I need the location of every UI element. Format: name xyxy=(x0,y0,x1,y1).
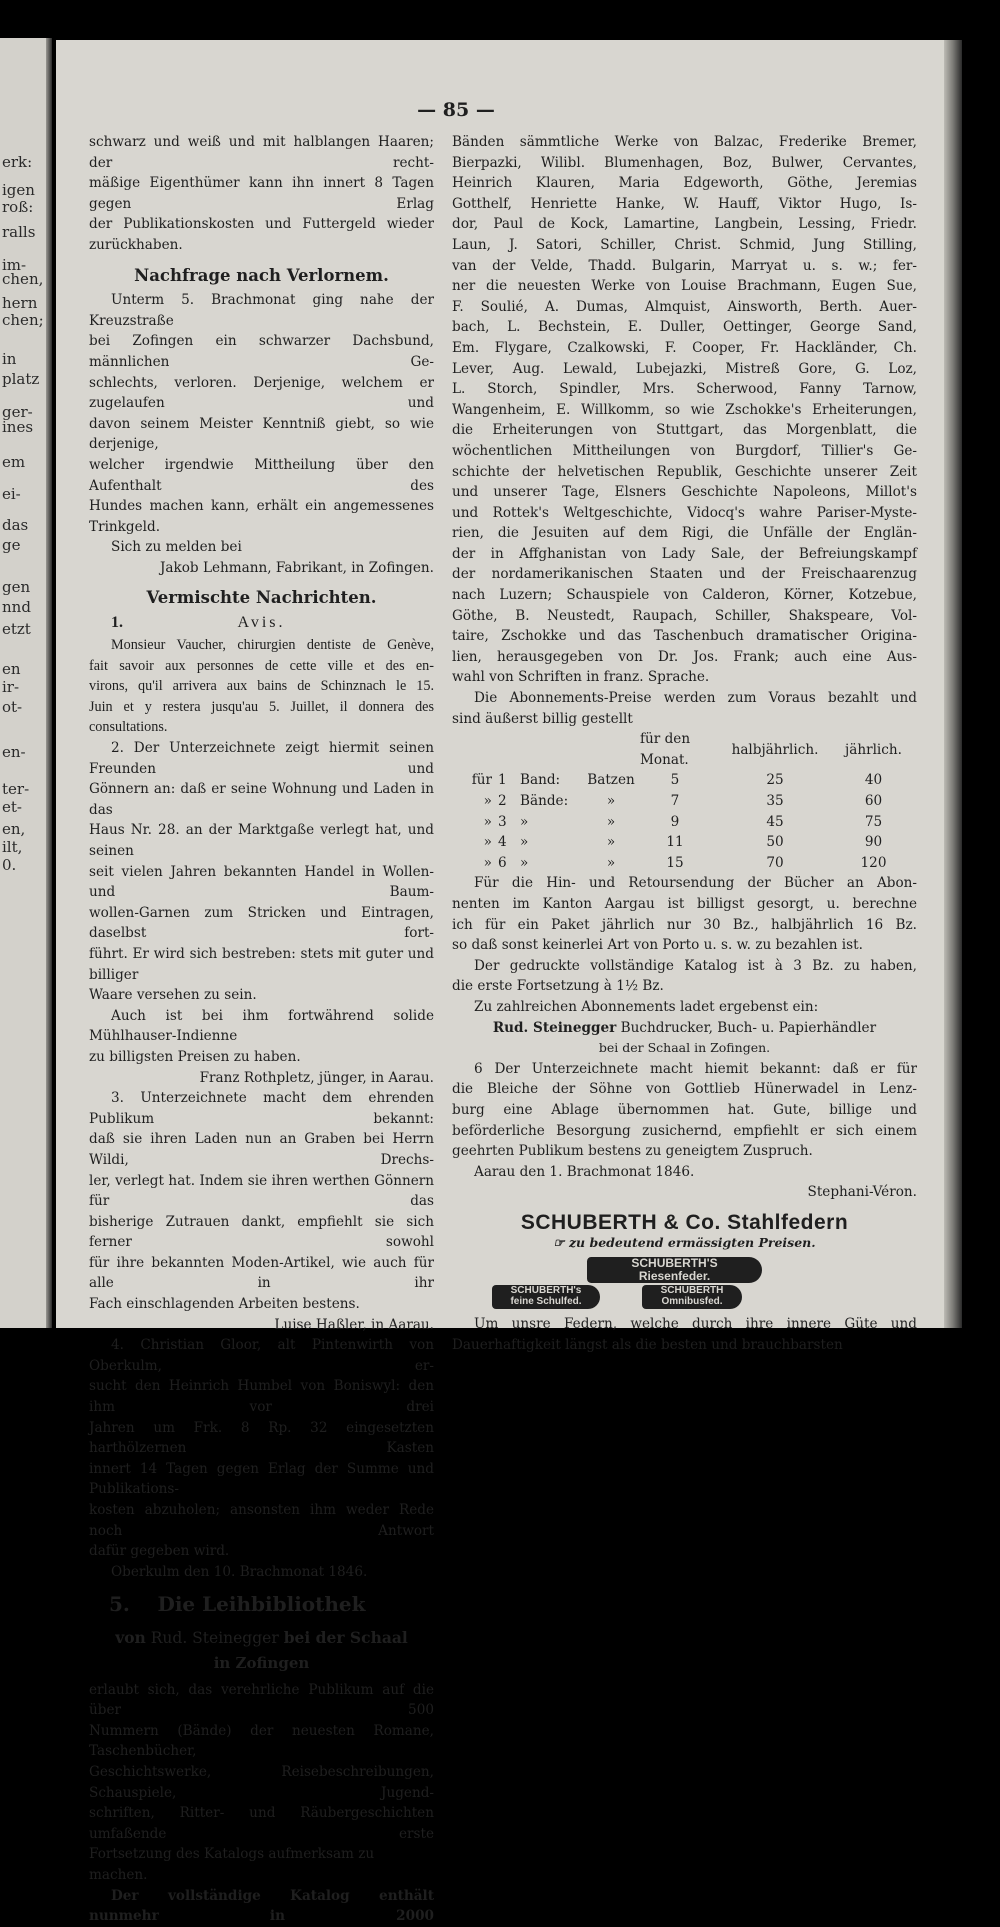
newspaper-page xyxy=(56,40,944,1925)
table-cell: Band: xyxy=(520,772,561,789)
fragment-text: ger- xyxy=(2,403,33,421)
table-cell: » xyxy=(520,813,529,830)
text-line: schwarz und weiß und mit halblangen Haaren; der recht- xyxy=(89,134,434,171)
text-line: Um unsre Federn, welche durch ihre innere Güte und xyxy=(474,1316,917,1333)
library-von: von xyxy=(115,1628,146,1648)
text-line: seit vielen Jahren bekannten Handel in Wollen- und Baum- xyxy=(89,863,434,901)
text-line: schriften, Ritter- und Räubergeschichten umfaßende erste xyxy=(89,1805,434,1842)
fragment-text: gen xyxy=(2,578,31,596)
text-line: Zu zahlreichen Abonnements ladet ergebenst ein: xyxy=(474,998,819,1015)
pen-nib-icon xyxy=(492,1285,600,1309)
text-line: lien, herausgegeben von Dr. Jos. Frank; auch eine Aus- xyxy=(452,648,917,665)
fragment-text: ilt, xyxy=(2,838,23,856)
fragment-text: nnd xyxy=(2,598,31,616)
signature: Luise Haßler, in Aarau. xyxy=(274,1316,434,1333)
table-spacer xyxy=(710,770,720,791)
table-cell: » xyxy=(520,834,529,851)
signature: Franz Rothpletz, jünger, in Aarau. xyxy=(199,1069,434,1086)
fragment-text: ines xyxy=(2,418,34,436)
text-line: geehrten Publikum bestens zu geneigtem Zuspruch. xyxy=(452,1143,813,1160)
pen-label-line: SCHUBERTH'S xyxy=(631,1256,718,1271)
fragment-text: erk: xyxy=(2,153,33,171)
table-cell: 120 xyxy=(860,854,887,871)
notice-number: 1. xyxy=(111,614,123,632)
table-spacer xyxy=(710,812,720,833)
fragment-text: ir- xyxy=(2,678,20,696)
text-line: Laun, J. Satori, Schiller, Christ. Schmid, Jung Stilling, xyxy=(452,236,917,253)
advertiser-name: Rud. Steinegger xyxy=(492,1019,617,1036)
text-line: welcher irgendwie Mittheilung über den Aufenthalt des xyxy=(89,456,434,494)
notice-2 xyxy=(89,738,434,1088)
pen-label-line: feine Schulfed. xyxy=(510,1296,582,1308)
previous-page-strip xyxy=(0,38,52,1328)
intro-paragraph xyxy=(89,132,434,256)
text-line: Sich zu melden bei xyxy=(111,539,242,556)
text-line: für ihre bekannten Moden-Artikel, wie auch für alle in ihr xyxy=(89,1254,434,1292)
text-line: Heinrich Klauren, Maria Edgeworth, Göthe, Jeremias xyxy=(452,175,917,192)
pen-nib-icon xyxy=(642,1285,742,1309)
page-fold-shadow xyxy=(46,38,52,1328)
table-header-row xyxy=(452,729,917,770)
fragment-text: im- xyxy=(2,256,27,274)
text-line: nenten im Kanton Aargau ist billigst gesorgt, u. berechne xyxy=(452,895,917,912)
pen-label-line: Omnibusfed. xyxy=(661,1296,723,1308)
fragment-text: ter- xyxy=(2,780,30,798)
table-cell: » xyxy=(606,834,616,851)
text-line: davon seinem Meister Kenntniß giebt, so wie derjenige, xyxy=(89,415,434,453)
page-edge-shadow xyxy=(944,40,962,1328)
table-cell: » xyxy=(483,813,492,830)
text-line: 2. Der Unterzeichnete zeigt hiermit seinen Freunden und xyxy=(89,740,434,777)
text-line: Monsieur Vaucher, chirurgien dentiste de Genève, xyxy=(111,637,434,654)
fragment-text: chen; xyxy=(2,311,44,329)
text-line: Der gedruckte vollständige Katalog ist à 3 Bz. zu haben, xyxy=(474,957,917,974)
table-row xyxy=(452,853,917,874)
table-cell: Bände: xyxy=(520,793,569,809)
text-line: Juin et y restera jusqu'au 5. Juillet, il donnera des xyxy=(89,698,434,715)
text-line: Dauerhaftigkeit längst als die besten und brauchbarsten xyxy=(452,1336,843,1353)
table-cell: » xyxy=(483,793,492,809)
text-line: der Publikationskosten und Futtergeld wieder zurückhaben. xyxy=(89,216,434,253)
column-header-year: jährlich. xyxy=(845,741,902,758)
table-cell: » xyxy=(606,813,616,830)
text-line: kosten abzuholen; ansonsten ihm weder Rede noch Antwort xyxy=(89,1502,434,1539)
text-line: burg eine Ablage übernommen hat. Gute, billige und xyxy=(452,1101,917,1118)
text-line: innert 14 Tagen gegen Erlag der Summe und Publikations- xyxy=(89,1460,434,1498)
fragment-text: en- xyxy=(2,743,26,761)
text-line: Der vollständige Katalog enthält nunmehr in 2000 xyxy=(89,1887,434,1925)
table-cell: für xyxy=(471,772,492,789)
text-line: Unterm 5. Brachmonat ging nahe der Kreuzstraße xyxy=(89,292,434,329)
advertiser-location: bei der Schaal in Zofingen. xyxy=(598,1040,771,1056)
text-line: die Erheiterungen von Stuttgart, das Morgenblatt, die xyxy=(452,422,917,439)
notice-title: Avis. xyxy=(237,614,286,632)
text-line: der in Affghanistan von Lady Sale, der Befreiungskampf xyxy=(452,545,917,562)
pen-advertisement xyxy=(452,1210,917,1355)
library-title: Die Leihbibliothek xyxy=(157,1592,366,1617)
table-cell: 45 xyxy=(766,813,784,830)
pen-illustration xyxy=(452,1256,917,1314)
table-row xyxy=(452,791,917,812)
library-location: bei der Schaal xyxy=(283,1628,408,1648)
text-line: bei Zofingen ein schwarzer Dachsbund, männlichen Ge- xyxy=(89,333,434,370)
table-cell: 90 xyxy=(864,834,883,851)
text-line: Gönnern an: daß er seine Wohnung und Laden in das xyxy=(89,781,434,818)
column-header-month: für den Monat. xyxy=(640,731,691,768)
text-line: Gotthelf, Henriette Hanke, W. Hauff, Viktor Hugo, Is- xyxy=(452,195,917,212)
table-cell: 3 xyxy=(498,813,507,830)
text-line: Geschichtswerke, Reisebeschreibungen, Schauspiele, Jugend- xyxy=(89,1763,434,1801)
fragment-text: etzt xyxy=(2,620,31,638)
text-line: ler, verlegt hat. Indem sie ihren werthen Gönnern für das xyxy=(89,1172,434,1210)
fragment-text: chen, xyxy=(2,270,44,288)
left-column xyxy=(89,132,434,1927)
text-line: bach, L. Bechstein, E. Duller, Oettinger, George Sand, xyxy=(452,319,917,336)
table-cell: 75 xyxy=(864,813,883,830)
text-line: 3. Unterzeichnete macht dem ehrenden Publikum bekannt: xyxy=(89,1090,434,1127)
misc-news-heading: Vermischte Nachrichten. xyxy=(146,588,377,608)
text-line: Göthe, B. Neustedt, Raupach, Schiller, Shakspeare, Vol- xyxy=(452,607,917,624)
signature: Jakob Lehmann, Fabrikant, in Zofingen. xyxy=(159,559,434,576)
fragment-text: et- xyxy=(2,798,22,816)
text-line: taire, Zschokke und das Taschenbuch dramatischer Origina- xyxy=(452,628,917,645)
text-line: wahl von Schriften in franz. Sprache. xyxy=(452,669,710,686)
pointing-hand-icon: ☞ xyxy=(553,1235,569,1251)
text-line: und Rottek's Weltgeschichte, Vidocq's wahre Pariser-Myste- xyxy=(452,504,917,521)
library-advertisement xyxy=(89,1594,434,1926)
table-row xyxy=(452,812,917,833)
text-line: die Bleiche der Söhne von Gottlieb Hünerwadel in Lenz- xyxy=(452,1081,917,1098)
table-cell: 5 xyxy=(670,772,680,789)
pen-label-line: SCHUBERTH xyxy=(660,1285,724,1297)
text-line: Lever, Aug. Lewald, Lubejazki, Mistreß Gore, G. Loz, xyxy=(452,360,917,377)
table-cell: » xyxy=(483,854,492,871)
lost-items-heading: Nachfrage nach Verlornem. xyxy=(134,265,389,285)
text-line: sind äußerst billig gestellt xyxy=(452,710,633,727)
text-line: die erste Fortsetzung à 1½ Bz. xyxy=(452,978,664,995)
library-town: in Zofingen xyxy=(213,1653,310,1672)
text-line: beförderliche Besorgung zusichernd, empfiehlt er sich einem xyxy=(452,1122,917,1139)
table-spacer xyxy=(710,832,720,853)
text-line: und unserer Tage, Elsners Geschichte Napoleons, Millot's xyxy=(452,484,917,501)
text-line: Fortsetzung des Katalogs aufmerksam zu machen. xyxy=(89,1846,375,1883)
text-line: Em. Flygare, Czalkowski, F. Cooper, Fr. Hackländer, Ch. xyxy=(452,339,917,356)
table-cell: 40 xyxy=(864,772,883,789)
text-line: ner die neuesten Werke von Louise Brachmann, Eugen Sue, xyxy=(452,278,917,295)
fragment-text: ei- xyxy=(2,485,21,503)
fragment-text: platz xyxy=(2,370,40,388)
text-line: consultations. xyxy=(89,719,168,736)
avis-notice xyxy=(89,613,434,738)
text-line: Aarau den 1. Brachmonat 1846. xyxy=(474,1163,695,1180)
text-line: wollen-Garnen zum Stricken und Eintragen, daselbst fort- xyxy=(89,904,434,942)
table-cell: 50 xyxy=(766,834,784,851)
text-line: so daß sonst keinerlei Art von Porto u. s. w. zu bezahlen ist. xyxy=(452,937,863,954)
table-row xyxy=(452,832,917,853)
text-line: Wangenheim, E. Willkomm, so wie Zschokke's Erheiterungen, xyxy=(452,401,917,418)
text-line: 6 Der Unterzeichnete macht hiemit bekannt: daß er für xyxy=(474,1060,917,1077)
text-line: wöchentlichen Mittheilungen von Burgdorf, Tillier's Ge- xyxy=(452,442,917,459)
text-line: Nummern (Bände) der neuesten Romane, Taschenbücher, xyxy=(89,1722,434,1760)
text-line: zu billigsten Preisen zu haben. xyxy=(89,1048,301,1065)
table-cell: 60 xyxy=(864,793,883,809)
table-cell: 70 xyxy=(766,854,784,871)
text-line: F. Soulié, A. Dumas, Almquist, Ainsworth, Berth. Auer- xyxy=(452,298,917,315)
text-line: rien, die Jesuiten auf dem Rigi, die Unfälle der Englän- xyxy=(452,525,917,542)
table-cell: 4 xyxy=(498,834,507,851)
table-cell: » xyxy=(483,834,492,851)
text-line: sucht den Heinrich Humbel von Boniswyl: den ihm vor drei xyxy=(89,1378,434,1416)
text-line: Haus Nr. 28. an der Marktgaße verlegt hat, und seinen xyxy=(89,822,434,859)
table-cell: » xyxy=(606,854,616,871)
text-line: van der Velde, Thadd. Bulgarin, Marryat u. s. w.; fer- xyxy=(452,257,917,274)
table-cell: 25 xyxy=(766,772,784,789)
text-line: fait savoir aux personnes de cette ville et des en- xyxy=(89,657,434,674)
notice-4 xyxy=(89,1335,434,1582)
text-line: mäßige Eigenthümer kann ihn innert 8 Tagen gegen Erlag xyxy=(89,175,434,212)
fragment-text: ot- xyxy=(2,698,23,716)
table-cell: » xyxy=(520,854,529,871)
table-cell: 2 xyxy=(498,793,507,809)
text-line: erlaubt sich, das verehrliche Publikum auf die über 500 xyxy=(89,1681,434,1719)
text-line: virons, qu'il arrivera aux bains de Schinznach le 15. xyxy=(89,678,434,695)
text-line: dafür gegeben wird. xyxy=(89,1543,230,1560)
pen-nib-icon xyxy=(587,1257,762,1283)
notice-3 xyxy=(89,1088,434,1335)
table-spacer xyxy=(710,853,720,874)
text-line: führt. Er wird sich bestreben: stets mit guter und billiger xyxy=(89,945,434,983)
fragment-text: das xyxy=(2,516,29,534)
table-spacer xyxy=(710,791,720,812)
page-number: — 85 — xyxy=(417,99,495,121)
text-line: schichte der helvetischen Republik, Geschichte unserer Zeit xyxy=(452,463,917,480)
text-line: nach Luzern; Schauspiele von Calderon, Körner, Kotzebue, xyxy=(452,587,917,604)
fragment-text: igen xyxy=(2,181,35,199)
notice-6 xyxy=(452,1059,917,1203)
pen-label-line: SCHUBERTH's xyxy=(510,1285,582,1297)
lost-dog-notice xyxy=(89,290,434,578)
text-line: Bänden sämmtliche Werke von Balzac, Frederike Bremer, xyxy=(452,134,917,150)
text-line: daß sie ihren Laden nun an Graben bei Herrn Wildi, Drechs- xyxy=(89,1131,434,1168)
fragment-text: roß: xyxy=(2,198,34,216)
ad-title: SCHUBERTH & Co. Stahlfedern xyxy=(520,1210,849,1234)
table-cell: 11 xyxy=(666,834,684,851)
library-catalog-text xyxy=(452,132,917,667)
notice-number: 5. xyxy=(109,1592,130,1617)
text-line: Waare versehen zu sein. xyxy=(89,987,257,1004)
fragment-text: em xyxy=(2,453,26,471)
table-cell: 6 xyxy=(498,854,507,871)
table-cell: Batzen xyxy=(587,772,635,789)
ad-subtitle: zu bedeutend ermässigten Preisen. xyxy=(568,1235,816,1251)
text-line: Hundes machen kann, erhält ein angemessenes Trinkgeld. xyxy=(89,498,434,535)
table-cell: 9 xyxy=(670,813,680,830)
table-row xyxy=(452,770,917,791)
fragment-text: ge xyxy=(2,536,21,554)
signature: Stephani-Véron. xyxy=(807,1184,917,1201)
text-line: ich für ein Paket jährlich nur 30 Bz., halbjährlich 16 Bz. xyxy=(452,916,917,933)
text-line: Jahren um Frk. 8 Rp. 32 eingesetzten harthölzernen Kasten xyxy=(89,1419,434,1457)
advertiser-title: Buchdrucker, Buch- u. Papierhändler xyxy=(620,1019,877,1036)
fragment-text: 0. xyxy=(2,856,17,874)
text-line: dor, Paul de Kock, Lamartine, Langbein, Lessing, Friedr. xyxy=(452,216,917,233)
text-line: 4. Christian Gloor, alt Pintenwirth von Oberkulm, er- xyxy=(89,1337,434,1374)
table-cell: 15 xyxy=(666,854,684,871)
text-line: Die Abonnements-Preise werden zum Voraus bezahlt und xyxy=(474,690,917,707)
fragment-text: hern xyxy=(2,294,38,312)
text-line: der nordamerikanischen Staaten und der Freischaarenzug xyxy=(452,566,917,583)
text-line: Bierpazki, Wilibl. Blumenhagen, Boz, Bulwer, Cervantes, xyxy=(452,154,917,171)
text-line: bisherige Zutrauen dankt, empfiehlt sie sich ferner sowohl xyxy=(89,1213,434,1251)
table-cell: 7 xyxy=(670,793,680,809)
text-line: schlechts, verloren. Derjenige, welchem er zugelaufen und xyxy=(89,374,434,412)
column-header-half-year: halbjährlich. xyxy=(731,741,819,758)
right-column xyxy=(452,132,917,1355)
table-cell: » xyxy=(606,793,616,809)
library-owner: Rud. Steinegger xyxy=(150,1629,279,1648)
subscription-price-table xyxy=(452,729,917,873)
text-line: Für die Hin- und Retoursendung der Bücher an Abon- xyxy=(474,875,917,892)
pen-label-line: Riesenfeder. xyxy=(638,1269,711,1284)
text-line: L. Storch, Spindler, Mrs. Scherwood, Fanny Tarnow, xyxy=(452,381,917,398)
table-cell: 1 xyxy=(498,772,507,789)
fragment-text: en, xyxy=(2,820,26,838)
fragment-text: en xyxy=(2,660,21,678)
text-line: Fach einschlagenden Arbeiten bestens. xyxy=(89,1296,360,1313)
fragment-text: in xyxy=(2,350,17,368)
fragment-text: ralls xyxy=(2,223,36,241)
text-line: Auch ist bei ihm fortwährend solide Mühlhauser-Indienne xyxy=(89,1007,434,1045)
text-line: Oberkulm den 10. Brachmonat 1846. xyxy=(111,1563,368,1580)
table-cell: 35 xyxy=(766,793,784,809)
